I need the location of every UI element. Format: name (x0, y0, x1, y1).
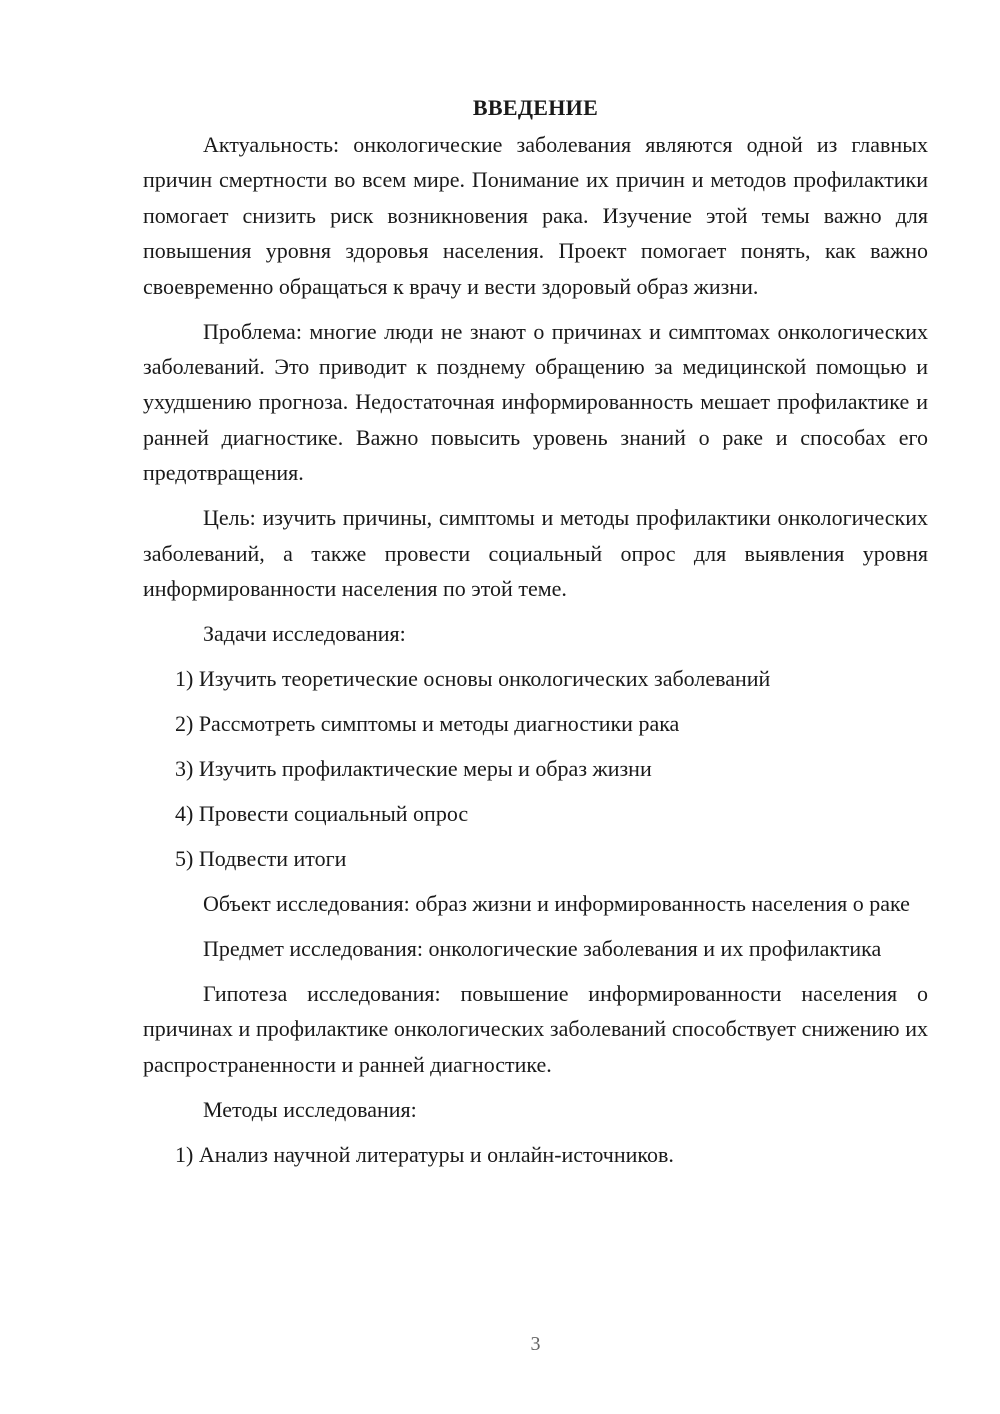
task-item: 2) Рассмотреть симптомы и методы диагностики рака (175, 711, 680, 737)
methods-list (143, 1137, 928, 1172)
task-item: 5) Подвести итоги (175, 846, 347, 872)
section-title: ВВЕДЕНИЕ (472, 95, 599, 120)
subject-paragraph: Предмет исследования: онкологические заболевания и их профилактика (203, 936, 882, 962)
hypothesis-paragraph: Гипотеза исследования: повышение информированности населения о причинах и профилактике онкологических заболеваний способствует снижению их распространенности и ранней диагностике. (143, 981, 928, 1077)
task-item: 3) Изучить профилактические меры и образ жизни (175, 756, 652, 782)
relevance-paragraph: Актуальность: онкологические заболевания являются одной из главных причин смертности во всем мире. Понимание их причин и методов профилактики помогает снизить риск возникновения рака. Изучение этой темы важно для повышения уровня здоровья населения. Проект помогает понять, как важно своевременно обращаться к врачу и вести здоровый образ жизни. (143, 132, 928, 299)
tasks-heading: Задачи исследования: (203, 621, 406, 647)
problem-paragraph: Проблема: многие люди не знают о причинах и симптомах онкологических заболеваний. Это приводит к позднему обращению за медицинской помощью и ухудшению прогноза. Недостаточная информированность мешает профилактике и ранней диагностике. Важно повысить уровень знаний о раке и способах его предотвращения. (143, 318, 928, 486)
page-number: 3 (530, 1333, 541, 1355)
task-item: 1) Изучить теоретические основы онкологических заболеваний (175, 666, 771, 692)
goal-paragraph: Цель: изучить причины, симптомы и методы профилактики онкологических заболеваний, а также провести социальный опрос для выявления уровня информированности населения по этой теме. (143, 505, 928, 602)
tasks-list (143, 661, 928, 876)
document-page (143, 90, 928, 1182)
task-item: 4) Провести социальный опрос (175, 801, 469, 827)
methods-heading: Методы исследования: (203, 1096, 417, 1122)
object-paragraph: Объект исследования: образ жизни и информированность населения о раке (203, 891, 910, 917)
method-item: 1) Анализ научной литературы и онлайн-источников. (175, 1141, 674, 1167)
